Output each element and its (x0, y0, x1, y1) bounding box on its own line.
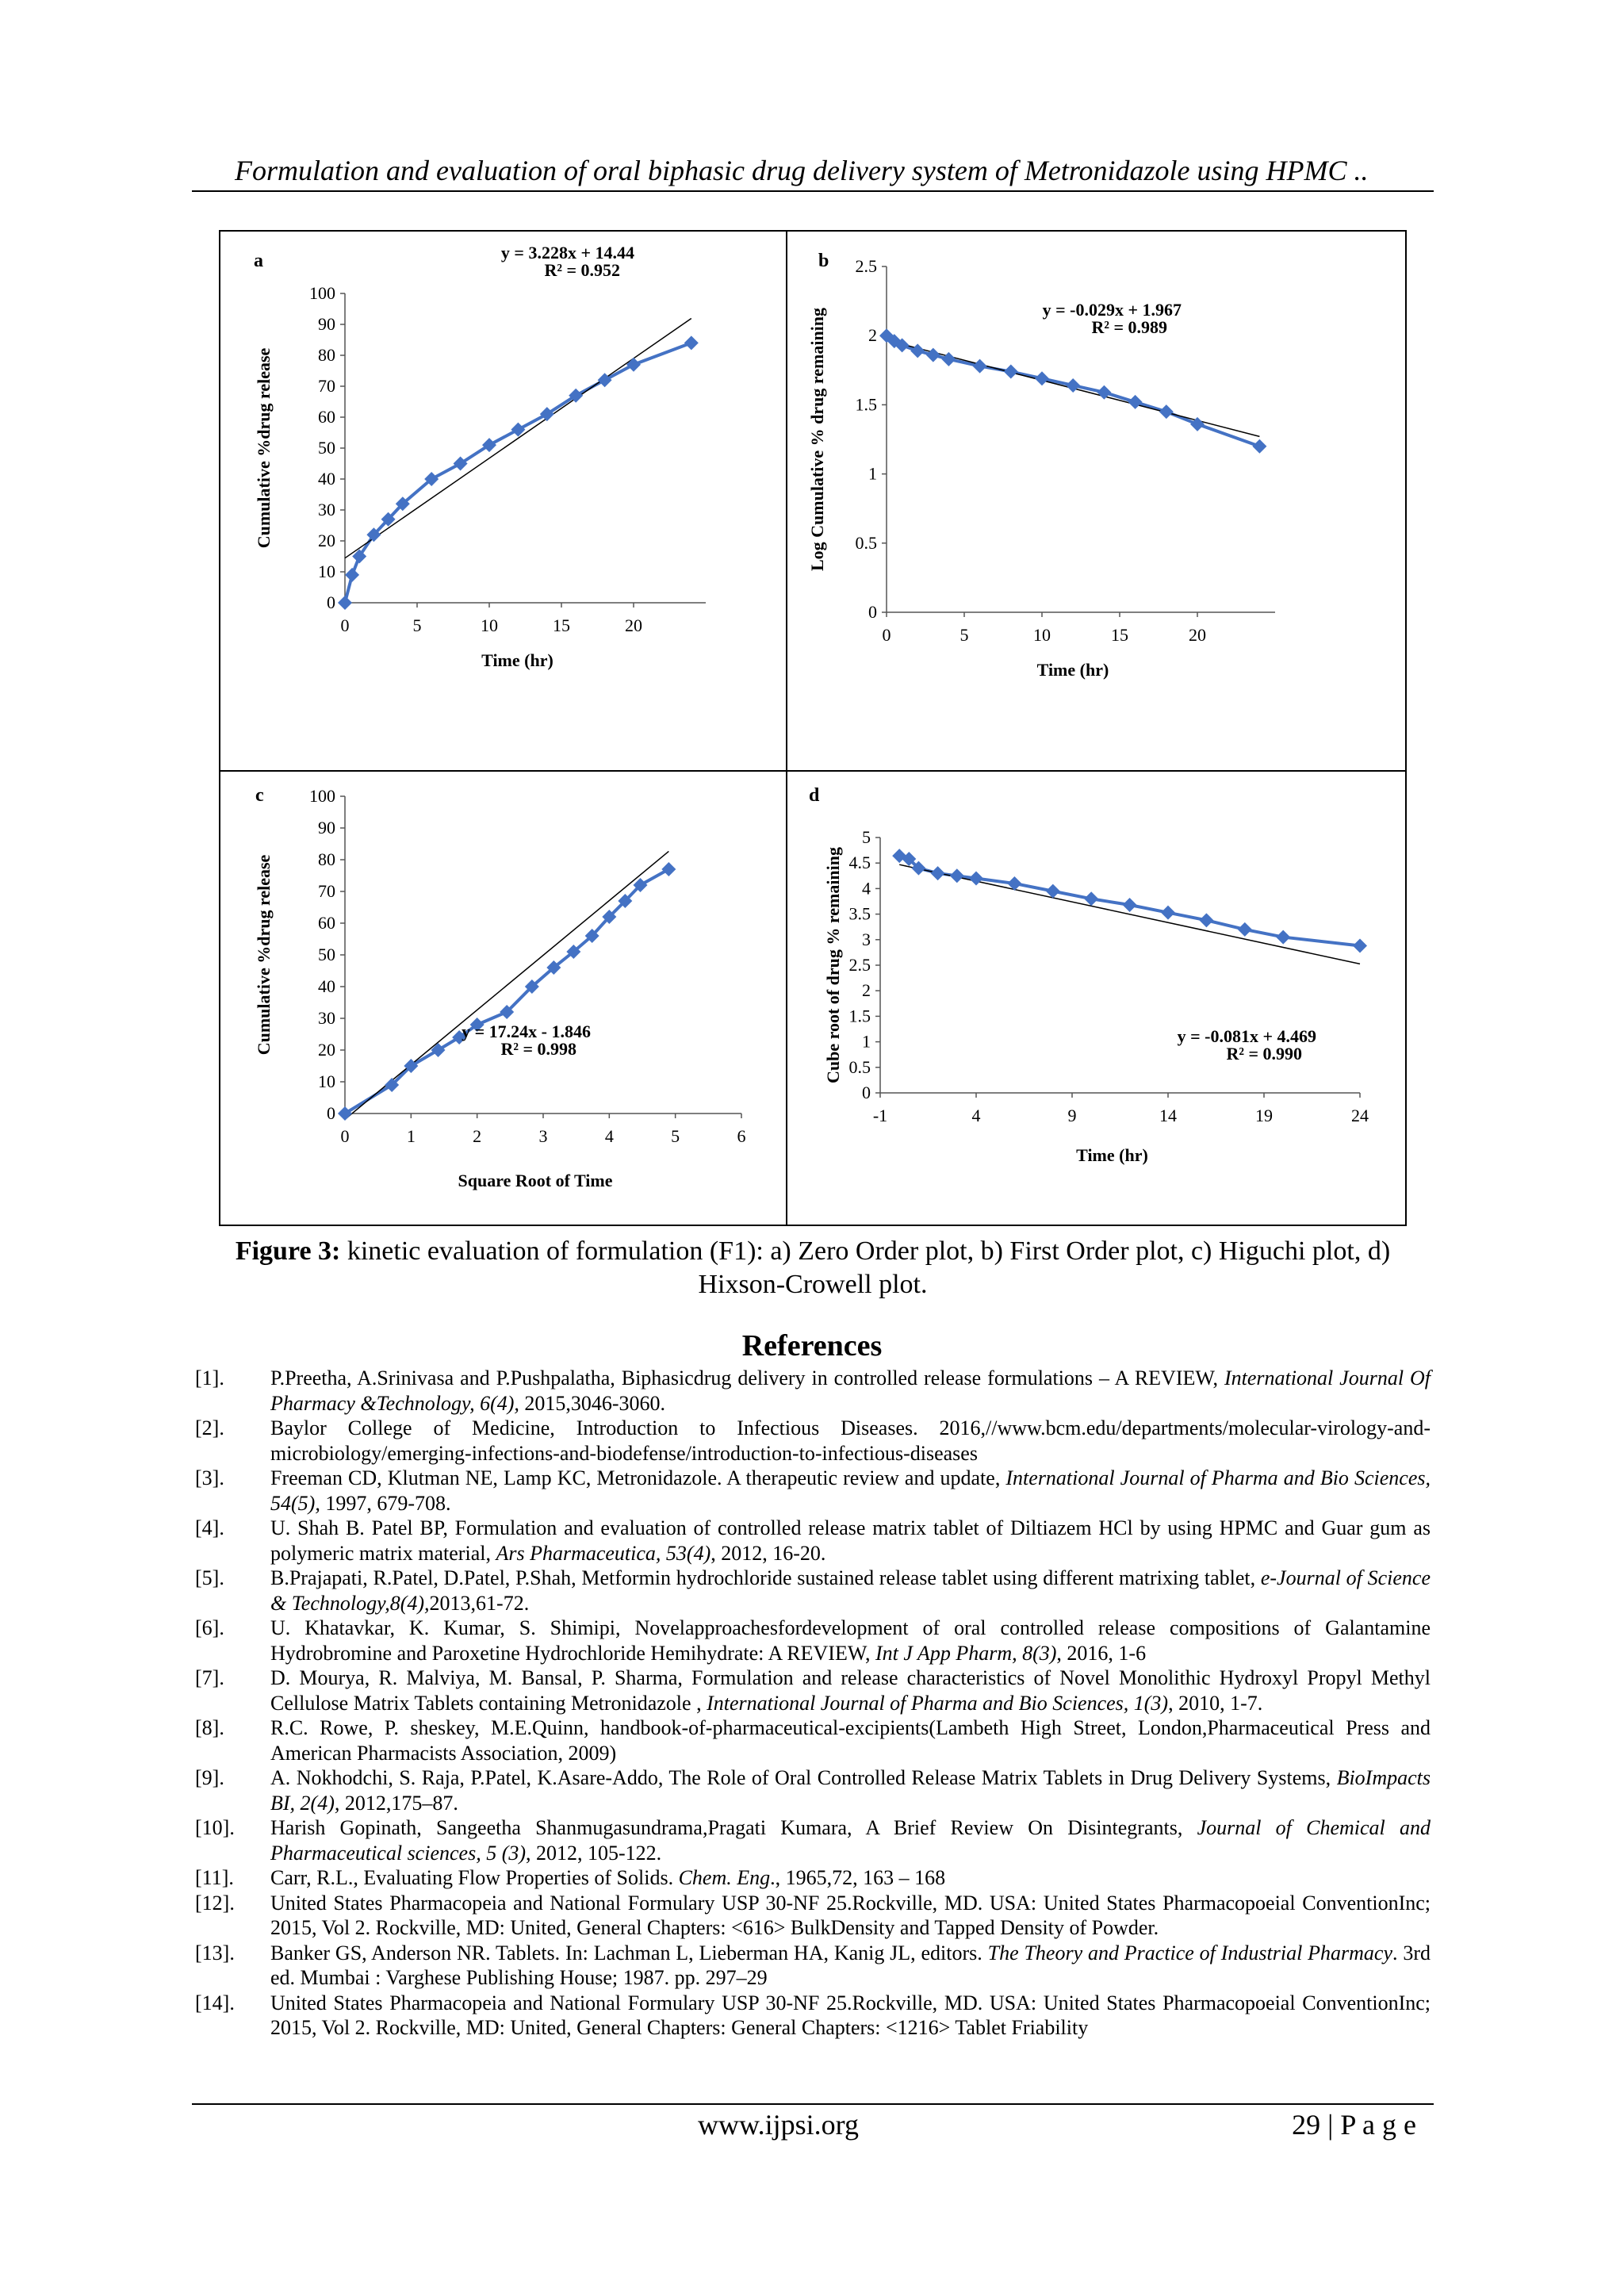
y-tick-label: 4 (862, 878, 871, 899)
trendline (345, 851, 668, 1119)
reference-text: A. Nokhodchi, S. Raja, P.Patel, K.Asare-Addo, The Role of Oral Controlled Release Matrix Tablets in Drug Delivery Systems, BioImpacts BI, 2(4), 2012,175–87. (270, 1766, 1431, 1815)
data-point (1276, 930, 1290, 945)
y-axis-label: Cumulative %drug release (254, 347, 274, 549)
chart-hixson-crowell (793, 776, 1396, 1220)
y-tick-label: 90 (318, 818, 335, 838)
series-line (345, 343, 691, 603)
reference-text: Baylor College of Medicine, Introduction to Infectious Diseases. 2016,//www.bcm.edu/departments/molecular-virology-and-microbiology/emerging-infections-and-biodefense/introduction-to-infectious-diseases (270, 1416, 1431, 1465)
data-point (1128, 395, 1143, 409)
y-tick-label: 3 (862, 929, 871, 949)
reference-number: [13]. (195, 1941, 235, 1964)
reference-number: [1]. (195, 1366, 224, 1389)
x-tick-label: 9 (1067, 1106, 1077, 1125)
y-tick-label: 60 (318, 913, 335, 933)
trendline-equation: y = -0.081x + 4.469 (1177, 1026, 1316, 1046)
x-tick-label: 15 (1111, 625, 1128, 645)
y-tick-label: 0 (327, 592, 335, 612)
figure-caption (206, 1235, 1419, 1301)
series-line (345, 869, 668, 1114)
data-point (1238, 922, 1252, 937)
chart-zero-order (238, 235, 777, 723)
x-tick-label: 0 (340, 615, 350, 635)
x-tick-label: 24 (1351, 1106, 1369, 1125)
data-point (950, 868, 964, 883)
data-point (431, 1043, 446, 1057)
reference-number: [8]. (195, 1716, 224, 1739)
y-tick-label: 10 (318, 562, 335, 581)
reference-item (195, 1815, 1431, 1865)
x-tick-label: 10 (481, 615, 498, 635)
footer-rule (192, 2103, 1434, 2105)
trendline-equation: y = 3.228x + 14.44 (500, 243, 634, 263)
references-title: References (741, 1329, 883, 1363)
x-tick-label: 1 (406, 1126, 416, 1146)
x-tick-label: 5 (412, 615, 422, 635)
data-point (1084, 891, 1098, 906)
y-tick-label: 40 (318, 976, 335, 996)
y-tick-label: 70 (318, 881, 335, 901)
y-tick-label: 0.5 (848, 1056, 871, 1077)
panel-letter: d (809, 785, 820, 806)
r-squared: R² = 0.998 (500, 1039, 576, 1059)
y-tick-label: 3.5 (848, 903, 871, 924)
y-tick-label: 60 (318, 407, 335, 427)
x-tick-label: 5 (959, 625, 969, 645)
data-point (1123, 898, 1137, 912)
data-point (338, 1106, 352, 1121)
chart-higuchi (238, 776, 777, 1220)
y-axis-label: Cumulative %drug release (254, 854, 274, 1056)
reference-number: [2]. (195, 1416, 224, 1439)
x-tick-label: 19 (1255, 1106, 1273, 1125)
y-tick-label: 70 (318, 376, 335, 396)
y-tick-label: 20 (318, 1040, 335, 1060)
panel-letter: b (818, 251, 829, 271)
panel-a (238, 235, 777, 723)
data-point (941, 352, 956, 366)
reference-item (195, 1765, 1431, 1815)
data-point (1161, 906, 1175, 920)
reference-text: United States Pharmacopeia and National Formulary USP 30-NF 25.Rockville, MD. USA: United States Pharmacopoeial ConventionInc; 2015, Vol 2. Rockville, MD: United, General Chapters: <616> BulkDensity and Tapped Density of Powder. (270, 1891, 1431, 1939)
header-rule (192, 190, 1434, 192)
y-tick-label: 2 (862, 980, 871, 1001)
data-point (910, 343, 925, 358)
reference-item (195, 1516, 1431, 1566)
reference-number: [10]. (195, 1816, 235, 1839)
panel-d (793, 776, 1396, 1220)
reference-number: [3]. (195, 1466, 224, 1489)
reference-text: D. Mourya, R. Malviya, M. Bansal, P. Sharma, Formulation and release characteristics of Novel Monolithic Hydroxyl Propyl Methyl Cellulose Matrix Tablets containing Metronidazole , International Journal of Pharma and Bio Sciences, 1(3), 2010, 1-7. (270, 1666, 1431, 1715)
y-tick-label: 1 (862, 1031, 871, 1052)
x-tick-label: 0 (340, 1126, 350, 1146)
y-tick-label: 100 (309, 786, 335, 806)
y-tick-label: 80 (318, 849, 335, 869)
data-point (973, 359, 987, 374)
footer-page-number: 29 | P a g e (1292, 2109, 1416, 2141)
y-tick-label: 20 (318, 531, 335, 550)
reference-text: U. Shah B. Patel BP, Formulation and evaluation of controlled release matrix tablet of Diltiazem HCl by using HPMC and Guar gum as polymeric matrix material, Ars Pharmaceutica, 53(4), 2012, 16-20. (270, 1516, 1431, 1565)
x-tick-label: 15 (553, 615, 570, 635)
reference-text: Freeman CD, Klutman NE, Lamp KC, Metronidazole. A therapeutic review and update, International Journal of Pharma and Bio Sciences, 54(5), 1997, 679-708. (270, 1466, 1431, 1515)
reference-item (195, 1566, 1431, 1616)
x-tick-label: 20 (1189, 625, 1206, 645)
figure-caption-text: kinetic evaluation of formulation (F1): a) Zero Order plot, b) First Order plot, c) Higuchi plot, d) Hixson-Crowell plot. (340, 1236, 1391, 1299)
x-tick-label: 10 (1033, 625, 1051, 645)
data-point (1159, 404, 1174, 419)
running-header: Formulation and evaluation of oral biphasic drug delivery system of Metronidazole using HPMC .. (235, 155, 1369, 186)
panel-letter: c (255, 785, 264, 806)
panel-letter: a (254, 251, 263, 271)
y-tick-label: 1 (868, 463, 877, 484)
data-point (926, 348, 940, 362)
x-tick-label: 5 (671, 1126, 680, 1146)
y-tick-label: 50 (318, 438, 335, 458)
reference-item (195, 1865, 1431, 1891)
data-point (1353, 939, 1367, 953)
references-list (195, 1366, 1431, 2041)
data-point (626, 358, 641, 372)
reference-item (195, 1366, 1431, 1416)
x-tick-label: 14 (1159, 1106, 1177, 1125)
reference-item (195, 1891, 1431, 1941)
y-tick-label: 5 (862, 827, 871, 847)
data-point (1066, 378, 1080, 393)
y-tick-label: 0 (327, 1103, 335, 1123)
data-point (1199, 913, 1213, 927)
data-point (661, 862, 676, 876)
reference-text: B.Prajapati, R.Patel, D.Patel, P.Shah, Metformin hydrochloride sustained release tablet using different matrixing tablet, e-Journal of Science & Technology,8(4),2013,61-72. (270, 1566, 1431, 1615)
y-tick-label: 30 (318, 500, 335, 519)
y-tick-label: 100 (309, 283, 335, 303)
y-tick-label: 90 (318, 314, 335, 334)
figure-caption-label: Figure 3: (235, 1236, 341, 1266)
y-tick-label: 4.5 (848, 853, 871, 873)
reference-text: R.C. Rowe, P. sheskey, M.E.Quinn, handbook-of-pharmaceutical-excipients(Lambeth High Street, London,Pharmaceutical Press and American Pharmacists Association, 2009) (270, 1716, 1431, 1765)
reference-item (195, 1416, 1431, 1466)
reference-item (195, 1665, 1431, 1715)
reference-text: U. Khatavkar, K. Kumar, S. Shimipi, Novelapproachesfordevelopment of oral controlled release compositions of Galantamine Hydrobromine and Paroxetine Hydrochloride Hemihydrate: A REVIEW, Int J App Pharm, 8(3), 2016, 1-6 (270, 1616, 1431, 1665)
y-tick-label: 0.5 (855, 532, 877, 553)
y-tick-label: 0 (862, 1083, 871, 1102)
y-tick-label: 2.5 (848, 955, 871, 975)
y-axis-label: Log Cumulative % drug remaining (807, 307, 827, 572)
trendline (899, 864, 1360, 964)
x-axis-label: Time (hr) (481, 650, 553, 670)
x-axis-label: Square Root of Time (458, 1171, 613, 1190)
data-point (1035, 371, 1049, 385)
y-tick-label: 10 (318, 1071, 335, 1091)
reference-number: [5]. (195, 1566, 224, 1589)
x-tick-label: 6 (737, 1126, 746, 1146)
reference-text: Carr, R.L., Evaluating Flow Properties of Solids. Chem. Eng., 1965,72, 163 – 168 (270, 1866, 946, 1889)
reference-item (195, 1991, 1431, 2041)
data-point (1004, 365, 1018, 379)
reference-number: [7]. (195, 1666, 224, 1689)
reference-number: [6]. (195, 1616, 224, 1639)
x-tick-label: 20 (625, 615, 642, 635)
y-tick-label: 0 (868, 602, 877, 622)
trendline-equation: y = -0.029x + 1.967 (1042, 300, 1182, 320)
reference-number: [4]. (195, 1516, 224, 1539)
reference-item (195, 1616, 1431, 1665)
y-tick-label: 1.5 (848, 1006, 871, 1026)
x-tick-label: 2 (473, 1126, 482, 1146)
reference-text: Banker GS, Anderson NR. Tablets. In: Lachman L, Lieberman HA, Kanig JL, editors. The Theory and Practice of Industrial Pharmacy. 3rd ed. Mumbai : Varghese Publishing House; 1987. pp. 297–29 (270, 1941, 1431, 1989)
r-squared: R² = 0.990 (1226, 1044, 1302, 1064)
r-squared: R² = 0.989 (1091, 317, 1167, 337)
reference-item (195, 1715, 1431, 1765)
reference-item (195, 1941, 1431, 1991)
reference-text: United States Pharmacopeia and National Formulary USP 30-NF 25.Rockville, MD. USA: United States Pharmacopoeial ConventionInc; 2015, Vol 2. Rockville, MD: United, General Chapters: General Chapters: <1216> Tablet Friability (270, 1991, 1431, 2039)
y-tick-label: 2 (868, 325, 877, 346)
reference-number: [9]. (195, 1766, 224, 1789)
reference-number: [12]. (195, 1891, 235, 1915)
y-tick-label: 40 (318, 469, 335, 489)
x-tick-label: 0 (882, 625, 891, 645)
reference-number: [14]. (195, 1991, 235, 2014)
reference-text: P.Preetha, A.Srinivasa and P.Pushpalatha, Biphasicdrug delivery in controlled release formulations – A REVIEW, International Journal Of Pharmacy &Technology, 6(4), 2015,3046-3060. (270, 1366, 1431, 1415)
trendline-equation: y = 17.24x - 1.846 (462, 1022, 591, 1041)
r-squared: R² = 0.952 (544, 260, 620, 280)
trendline (345, 319, 691, 558)
data-point (931, 866, 945, 880)
x-tick-label: 4 (971, 1106, 981, 1125)
reference-item (195, 1466, 1431, 1516)
y-tick-label: 1.5 (855, 394, 877, 415)
panel-b (793, 235, 1307, 723)
x-axis-label: Time (hr) (1076, 1145, 1148, 1165)
y-tick-label: 50 (318, 945, 335, 964)
data-point (338, 596, 352, 610)
x-tick-label: 4 (604, 1126, 614, 1146)
y-tick-label: 30 (318, 1008, 335, 1028)
y-axis-label: Cube root of drug % remaining (823, 846, 843, 1084)
chart-first-order (793, 235, 1307, 723)
x-tick-label: -1 (872, 1106, 888, 1125)
reference-text: Harish Gopinath, Sangeetha Shanmugasundrama,Pragati Kumara, A Brief Review On Disintegrants, Journal of Chemical and Pharmaceutical sciences, 5 (3), 2012, 105-122. (270, 1816, 1431, 1865)
footer-site: www.ijpsi.org (698, 2109, 860, 2141)
data-point (1252, 439, 1266, 454)
x-tick-label: 3 (538, 1126, 548, 1146)
data-point (684, 335, 699, 350)
y-tick-label: 80 (318, 345, 335, 365)
data-point (969, 872, 983, 886)
panel-c (238, 776, 777, 1220)
y-tick-label: 2.5 (855, 256, 877, 276)
data-point (345, 568, 359, 582)
x-axis-label: Time (hr) (1036, 660, 1109, 680)
reference-number: [11]. (195, 1866, 234, 1889)
